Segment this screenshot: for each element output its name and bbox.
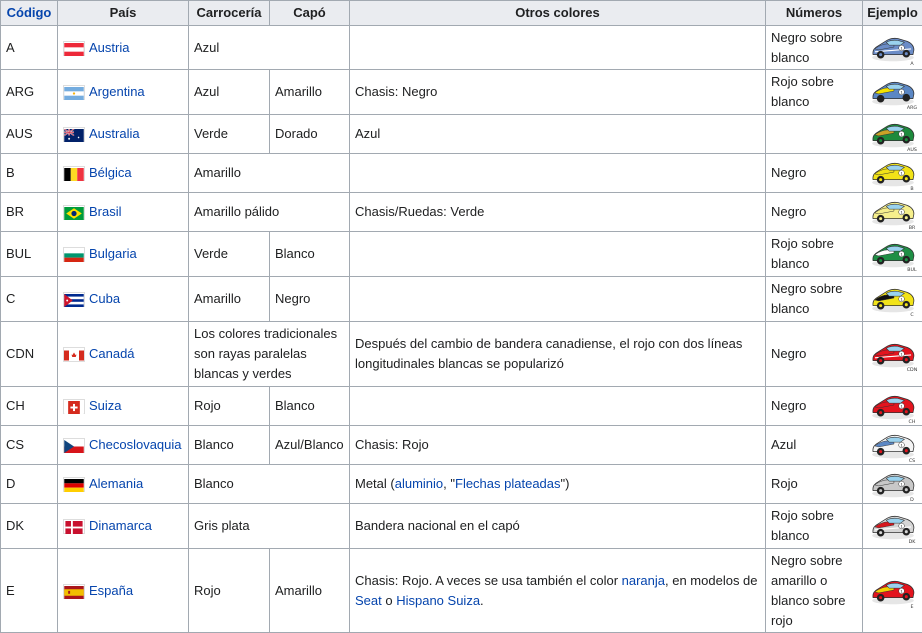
table-row: [1, 154, 922, 193]
svg-text:1: 1: [900, 171, 903, 176]
cell-code: C: [1, 277, 58, 322]
cell-example: [863, 387, 922, 426]
country-flag-icon: [63, 292, 85, 307]
other-link[interactable]: Flechas plateadas: [455, 476, 561, 491]
svg-text:1: 1: [900, 404, 903, 409]
car-illustration-icon: [869, 507, 917, 545]
svg-text:1: 1: [900, 352, 903, 357]
cell-numbers: Azul: [766, 426, 863, 465]
cell-hood-color: Amarillo: [270, 549, 350, 633]
country-flag-icon: [63, 477, 85, 492]
car-code-label: CDN: [906, 367, 916, 373]
car-illustration-icon: [869, 572, 917, 610]
svg-text:1: 1: [900, 588, 903, 593]
cell-other-colors: [350, 232, 766, 277]
cell-other-colors: [350, 387, 766, 426]
table-row: [1, 232, 922, 277]
cell-country: [58, 465, 189, 504]
cell-country: [58, 549, 189, 633]
cell-hood-color: Amarillo: [270, 70, 350, 115]
cell-numbers: Negro: [766, 193, 863, 232]
car-code-label: CH: [908, 419, 915, 425]
car-code-label: CS: [908, 458, 914, 464]
car-illustration-icon: [869, 426, 917, 464]
cell-code: CS: [1, 426, 58, 465]
table-row: [1, 322, 922, 387]
cell-other-colors: [350, 504, 766, 549]
other-text: , en modelos de: [665, 573, 758, 588]
table-row: [1, 387, 922, 426]
cell-other-colors: [350, 26, 766, 70]
country-flag-icon: [63, 247, 85, 262]
car-code-label: ARG: [906, 105, 916, 111]
car-illustration-icon: [869, 465, 917, 503]
cell-example: [863, 465, 922, 504]
country-flag-icon: [63, 166, 85, 181]
cell-other-colors: [350, 465, 766, 504]
cell-body-color: Verde: [189, 232, 270, 277]
header-carroceria[interactable]: Carrocería: [189, 1, 270, 26]
table-row: [1, 426, 922, 465]
cell-body-color: Amarillo pálido: [189, 193, 350, 232]
cell-numbers: Rojo sobre blanco: [766, 70, 863, 115]
country-link[interactable]: Cuba: [89, 291, 120, 306]
svg-text:1: 1: [900, 482, 903, 487]
car-code-label: BR: [908, 225, 915, 231]
other-text: Chasis: Negro: [355, 84, 437, 99]
cell-example: [863, 322, 922, 387]
other-text: Bandera nacional en el capó: [355, 518, 520, 533]
cell-other-colors: [350, 426, 766, 465]
header-ejemplo[interactable]: Ejemplo: [863, 1, 922, 26]
car-illustration-icon: [869, 387, 917, 425]
cell-numbers: Negro sobre blanco: [766, 277, 863, 322]
other-text: Chasis/Ruedas: Verde: [355, 204, 484, 219]
cell-body-color: Azul: [189, 70, 270, 115]
svg-text:1: 1: [900, 45, 903, 50]
cell-numbers: Rojo sobre blanco: [766, 504, 863, 549]
table-row: [1, 277, 922, 322]
table-row: [1, 193, 922, 232]
cell-other-colors: [350, 322, 766, 387]
cell-body-color: Blanco: [189, 426, 270, 465]
car-illustration-icon: [869, 193, 917, 231]
svg-text:1: 1: [900, 132, 903, 137]
cell-numbers: Rojo sobre blanco: [766, 232, 863, 277]
country-link[interactable]: Brasil: [89, 204, 122, 219]
other-text: Después del cambio de bandera canadiense, el rojo con dos líneas longitudinales blancas se popularizó: [355, 336, 742, 371]
country-flag-icon: [63, 85, 85, 100]
country-link[interactable]: Bulgaria: [89, 246, 137, 261]
cell-example: [863, 504, 922, 549]
cell-numbers: Negro: [766, 322, 863, 387]
header-numeros[interactable]: Números: [766, 1, 863, 26]
cell-body-color: Azul: [189, 26, 350, 70]
cell-body-color: Verde: [189, 115, 270, 154]
cell-country: [58, 322, 189, 387]
other-text: Metal (: [355, 476, 395, 491]
country-link[interactable]: Dinamarca: [89, 518, 152, 533]
cell-body-color: Amarillo: [189, 154, 350, 193]
car-code-label: BUL: [907, 267, 917, 273]
car-illustration-icon: [869, 235, 917, 273]
cell-country: [58, 154, 189, 193]
cell-example: [863, 193, 922, 232]
cell-code: E: [1, 549, 58, 633]
car-illustration-icon: [869, 115, 917, 153]
cell-other-colors: [350, 549, 766, 633]
car-code-label: D: [910, 497, 914, 503]
cell-example: [863, 277, 922, 322]
country-link[interactable]: Canadá: [89, 346, 135, 361]
cell-code: BUL: [1, 232, 58, 277]
country-link[interactable]: Suiza: [89, 398, 122, 413]
cell-code: CDN: [1, 322, 58, 387]
svg-text:1: 1: [900, 443, 903, 448]
cell-country: [58, 277, 189, 322]
cell-numbers: Negro sobre blanco: [766, 26, 863, 70]
cell-code: BR: [1, 193, 58, 232]
cell-example: [863, 232, 922, 277]
cell-country: [58, 504, 189, 549]
cell-country: [58, 115, 189, 154]
table-row: [1, 70, 922, 115]
car-illustration-icon: [869, 154, 917, 192]
cell-hood-color: Negro: [270, 277, 350, 322]
cell-example: [863, 549, 922, 633]
cell-body-color: Blanco: [189, 465, 350, 504]
cell-other-colors: [350, 70, 766, 115]
cell-code: A: [1, 26, 58, 70]
country-link[interactable]: Australia: [89, 126, 140, 141]
svg-text:1: 1: [900, 210, 903, 215]
cell-country: [58, 70, 189, 115]
cell-example: [863, 426, 922, 465]
cell-other-colors: [350, 193, 766, 232]
car-illustration-icon: [869, 335, 917, 373]
cell-example: [863, 115, 922, 154]
table-row: [1, 549, 922, 633]
other-link[interactable]: Hispano Suiza: [396, 593, 480, 608]
table-row: [1, 26, 922, 70]
car-illustration-icon: [869, 73, 917, 111]
other-text: Azul: [355, 126, 380, 141]
cell-body-color: Amarillo: [189, 277, 270, 322]
table-row: [1, 504, 922, 549]
header-codigo[interactable]: Código: [1, 1, 58, 26]
cell-body-color: Rojo: [189, 387, 270, 426]
cell-other-colors: [350, 115, 766, 154]
cell-code: DK: [1, 504, 58, 549]
other-text: "): [561, 476, 570, 491]
cell-country: [58, 426, 189, 465]
other-text: .: [480, 593, 484, 608]
cell-numbers: Negro: [766, 387, 863, 426]
cell-country: [58, 193, 189, 232]
cell-country: [58, 26, 189, 70]
svg-text:1: 1: [900, 524, 903, 529]
country-link[interactable]: Checoslovaquia: [89, 437, 182, 452]
table-row: [1, 115, 922, 154]
cell-hood-color: Blanco: [270, 387, 350, 426]
car-illustration-icon: [869, 280, 917, 318]
svg-text:1: 1: [900, 252, 903, 257]
car-code-label: C: [910, 312, 914, 318]
cell-code: D: [1, 465, 58, 504]
cell-numbers: Negro sobre amarillo o blanco sobre rojo: [766, 549, 863, 633]
cell-hood-color: Dorado: [270, 115, 350, 154]
other-text: Chasis: Rojo. A veces se usa también el color: [355, 573, 622, 588]
cell-body-color: Rojo: [189, 549, 270, 633]
cell-other-colors: [350, 277, 766, 322]
cell-example: [863, 26, 922, 70]
car-illustration-icon: [869, 29, 917, 67]
cell-country: [58, 387, 189, 426]
country-flag-icon: [63, 41, 85, 56]
cell-numbers: Negro: [766, 154, 863, 193]
other-link[interactable]: naranja: [622, 573, 665, 588]
country-flag-icon: [63, 519, 85, 534]
cell-example: [863, 70, 922, 115]
country-link[interactable]: Austria: [89, 40, 129, 55]
other-text: o: [382, 593, 396, 608]
cell-code: B: [1, 154, 58, 193]
other-text: Chasis: Rojo: [355, 437, 429, 452]
country-link[interactable]: Bélgica: [89, 165, 132, 180]
country-flag-icon: [63, 347, 85, 362]
header-otros[interactable]: Otros colores: [350, 1, 766, 26]
country-flag-icon: [63, 127, 85, 142]
header-capo[interactable]: Capó: [270, 1, 350, 26]
country-flag-icon: [63, 584, 85, 599]
cell-numbers: [766, 115, 863, 154]
country-flag-icon: [63, 438, 85, 453]
country-link[interactable]: Argentina: [89, 84, 145, 99]
cell-numbers: Rojo: [766, 465, 863, 504]
country-link[interactable]: Alemania: [89, 476, 143, 491]
table-row: [1, 465, 922, 504]
other-text: , ": [443, 476, 455, 491]
country-flag-icon: [63, 205, 85, 220]
header-pais[interactable]: País: [58, 1, 189, 26]
cell-hood-color: Azul/Blanco: [270, 426, 350, 465]
other-link[interactable]: Seat: [355, 593, 382, 608]
car-code-label: E: [910, 604, 913, 610]
cell-example: [863, 154, 922, 193]
cell-code: CH: [1, 387, 58, 426]
car-code-label: B: [910, 186, 913, 192]
header-row: [1, 1, 922, 26]
cell-other-colors: [350, 154, 766, 193]
cell-code: AUS: [1, 115, 58, 154]
cell-country: [58, 232, 189, 277]
country-link[interactable]: España: [89, 583, 133, 598]
cell-hood-color: Blanco: [270, 232, 350, 277]
car-code-label: A: [910, 61, 914, 67]
car-code-label: DK: [908, 539, 916, 545]
country-flag-icon: [63, 399, 85, 414]
cell-code: ARG: [1, 70, 58, 115]
svg-text:1: 1: [900, 297, 903, 302]
cell-body-color: Los colores tradicionales son rayas paralelas blancas y verdes: [189, 322, 350, 387]
car-code-label: AUS: [907, 147, 917, 153]
cell-body-color: Gris plata: [189, 504, 350, 549]
svg-text:1: 1: [900, 90, 903, 95]
other-link[interactable]: aluminio: [395, 476, 443, 491]
